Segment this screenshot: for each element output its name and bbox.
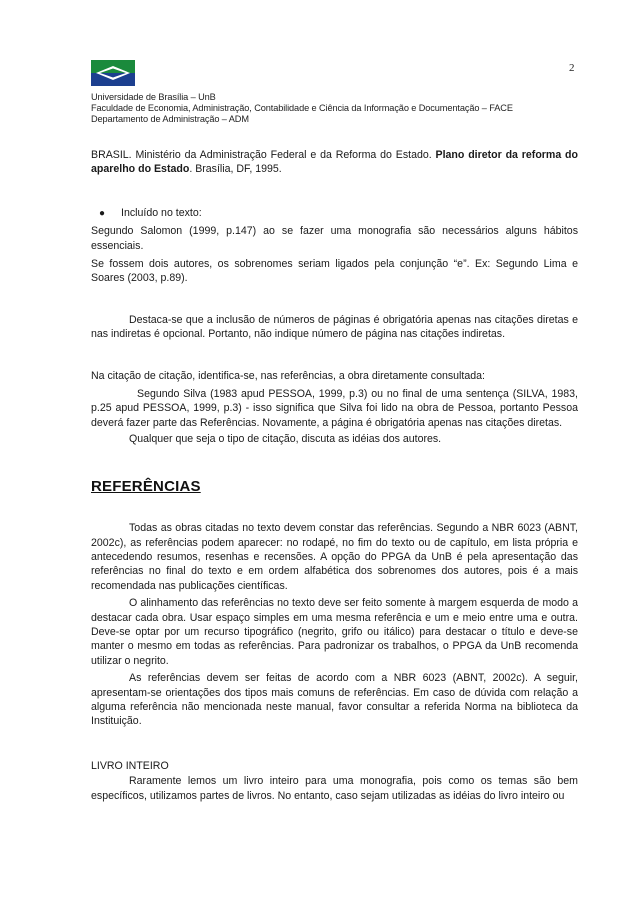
- subsection-title-whole-book: LIVRO INTEIRO: [91, 759, 169, 772]
- paragraph-silva-example: Segundo Silva (1983 apud PESSOA, 1999, p.3) ou no final de uma sentença (SILVA, 1983, p.25 apud PESSOA, 1999, p.3) - isso significa que Silva foi lido na obra de Pessoa, portanto Pessoa deverá fazer parte das Referências. Novamente, a página é obrigatória apenas nas citações diretas.: [91, 388, 578, 429]
- institution-line-department: Departamento de Administração – ADM: [91, 114, 249, 124]
- reference-brasil-title: Plano diretor da reforma do aparelho do Estado: [91, 149, 579, 176]
- reference-brasil-imprint: . Brasília, DF, 1995.: [189, 163, 282, 176]
- institution-line-faculty: Faculdade de Economia, Administração, Contabilidade e Ciência da Informação e Documentação – FACE: [91, 103, 513, 113]
- institution-line-university: Universidade de Brasília – UnB: [91, 92, 216, 102]
- paragraph-salomon: Segundo Salomon (1999, p.147) ao se fazer uma monografia são necessários alguns hábitos essenciais.: [91, 225, 578, 252]
- bullet-label: Incluído no texto:: [121, 206, 202, 219]
- paragraph-rarely: Raramente lemos um livro inteiro para uma monografia, pois como os temas são bem específicos, utilizamos partes de livros. No entanto, caso sejam utilizadas as idéias do livro inteiro ou: [91, 775, 578, 802]
- paragraph-all-works: Todas as obras citadas no texto devem constar das referências. Segundo a NBR 6023 (ABNT, 2002c), as referências podem aparecer: no rodapé, no fim do texto ou de capítulo, em lista própria e antecedendo resumos, resenhas e recensões. A opção do PPGA da UnB é pela apresentação das referências no final do texto e em ordem alfabética dos sobrenomes dos autores, pois é a mais recomendada nas publicações científicas.: [91, 522, 578, 592]
- paragraph-two-authors: Se fossem dois autores, os sobrenomes seriam ligados pela conjunção “e”. Ex: Segundo Lima e Soares (2003, p.89).: [91, 258, 578, 285]
- bullet-item-included-in-text: [91, 206, 578, 221]
- unb-logo: [91, 60, 135, 86]
- reference-brasil: [91, 148, 578, 177]
- paragraph-citation-of-citation: Na citação de citação, identifica-se, nas referências, a obra diretamente consultada:: [91, 369, 485, 382]
- page-number: 2: [569, 62, 575, 74]
- reference-brasil-author: BRASIL. Ministério da Administração Federal e da Reforma do Estado.: [91, 149, 436, 161]
- paragraph-alignment: O alinhamento das referências no texto deve ser feito somente à margem esquerda de modo a destacar cada obra. Usar espaço simples em uma mesma referência e um e meio entre uma e outra. Deve-se optar por um recurso tipográfico (negrito, grifo ou itálico) para destacar o título e deve-se manter o mesmo em todas as referências. Para padronizar os trabalhos, o PPGA da UnB recomenda utilizar o negrito.: [91, 597, 578, 667]
- paragraph-any-citation: Qualquer que seja o tipo de citação, discuta as idéias dos autores.: [129, 433, 442, 446]
- paragraph-page-numbers: Destaca-se que a inclusão de números de páginas é obrigatória apenas nas citações diretas e nas indiretas é opcional. Portanto, não indique número de página nas citações indiretas.: [91, 313, 578, 341]
- bullet-icon: ●: [99, 207, 106, 219]
- document-body: [91, 148, 578, 803]
- section-title-references: REFERÊNCIAS: [91, 477, 201, 495]
- paragraph-references-made: As referências devem ser feitas de acordo com a NBR 6023 (ABNT, 2002c). A seguir, apresentam-se orientações dos tipos mais comuns de referências. Em caso de dúvida com relação a alguma referência não mencionada neste manual, favor consultar a referida Norma na biblioteca da Instituição.: [91, 672, 578, 728]
- institution-header: [91, 92, 591, 125]
